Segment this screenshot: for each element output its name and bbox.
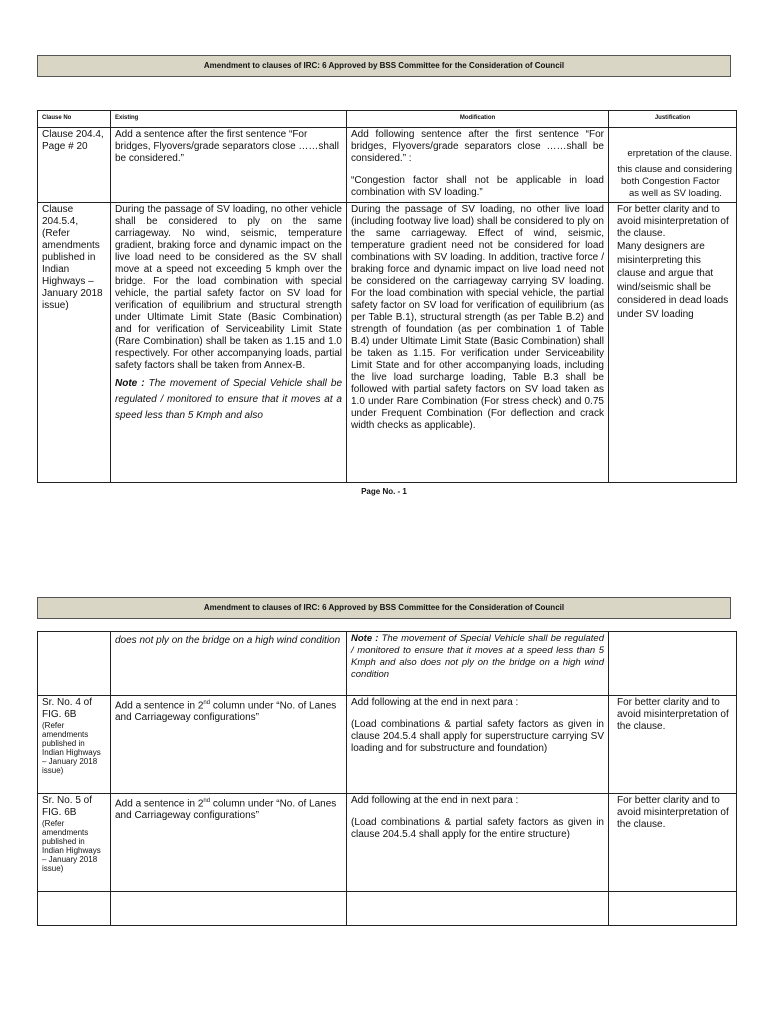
justification-cell	[609, 128, 737, 203]
justification-cell: For better clarity and to avoid misinterpretation of the clause.	[609, 794, 737, 892]
clause-cell	[38, 794, 111, 892]
note-para	[115, 376, 342, 424]
existing-text: Add a sentence in 2	[115, 798, 204, 810]
modification-para: Add following sentence after the first sentence “For bridges, Flyovers/grade separators close ……shall be considered.” :	[351, 129, 604, 164]
modification-cell	[347, 128, 609, 203]
existing-cell	[111, 794, 347, 892]
existing-cell	[111, 203, 347, 483]
col-header-clause: Clause No	[38, 111, 111, 128]
col-header-existing: Existing	[111, 111, 347, 128]
justification-para: For better clarity and to avoid misinterpretation of the clause.	[617, 204, 729, 239]
existing-text: column under “No. of Lanes and Carriageway configurations”	[115, 700, 337, 724]
justification-cell	[609, 892, 737, 926]
existing-text: Add a sentence in 2	[115, 700, 204, 712]
clause-cell	[38, 632, 111, 696]
clause-main: Sr. No. 5 of FIG. 6B	[42, 795, 93, 818]
note-label: Note :	[351, 633, 379, 644]
justification-line: erpretation of the clause.	[627, 148, 732, 159]
note-text: The movement of Special Vehicle shall be regulated / monitored to ensure that it moves at a speed less than 5 Kmph and also	[115, 378, 343, 421]
modification-para: Add following at the end in next para :	[351, 795, 519, 806]
table-row	[38, 203, 737, 483]
modification-cell	[347, 696, 609, 794]
existing-text: column under “No. of Lanes and Carriageway configurations”	[115, 798, 337, 822]
justification-cell	[609, 632, 737, 696]
amendment-table-page1	[37, 110, 737, 483]
modification-para: (Load combinations & partial safety factors as given in clause 204.5.4 shall apply for superstructure carrying SV loading and for substructure and foundation)	[351, 719, 604, 754]
justification-line: both Congestion Factor	[621, 176, 720, 187]
modification-cell	[347, 794, 609, 892]
modification-cell	[347, 632, 609, 696]
clause-note: (Refer amendments published in Indian Highways – January 2018 issue)	[42, 721, 101, 775]
note-label: Note :	[115, 378, 145, 389]
modification-cell: During the passage of SV loading, no other live load (including footway live load) shall be considered to ply on the same carriageway. Effect of wind, seismic, temperature gradient need not be considered for load combinations with SV loading. In addition, tractive force / braking force and dynamic impact on live load need not be considered on the carriageway carrying SV loading. For the load combination with special vehicle, the partial safety factor on SV load for verification of equilibrium (as per Table B.1), structural strength (as per Table B.2) and strength of foundation (as per combination 1 of Table B.4) under Ultimate Limit State (Basic Combination) shall be taken as 1.15. For verification under Serviceability Limit State and for other accompanying loads, including the live load surcharge loading, Table B.3 shall be followed with partial safety factors on SV load taken as 1.0 under Rare Combination (For stress check) and 0.75 under Frequent Combination (For deflection and crack width checks as applicable).	[347, 203, 609, 483]
clause-cell	[38, 892, 111, 926]
table-row	[38, 696, 737, 794]
note-text: The movement of Special Vehicle shall be regulated / monitored to ensure that it moves at a speed less than 5 Kmph and also does not ply on the bridge on a high wind condition	[351, 633, 604, 680]
existing-cell	[111, 892, 347, 926]
justification-line: as well as SV loading.	[629, 188, 722, 199]
existing-para: During the passage of SV loading, no other vehicle shall be considered to ply on the same carriageway. No wind, seismic, temperature gradient, braking force and dynamic impact on the live load need to be considered as the SV shall move at a speed not exceeding 5 kmph over the bridge. For the load combination with special vehicle, the partial safety factor on SV load for verification of equilibrium and structural strength under Ultimate Limit State (Basic Combination) and for verification of Serviceability Limit State (Rare Combination) shall be taken as 1.15 and 1.0 respectively. For other accompanying loads, partial safety factors shall be taken from Annex-B.	[115, 204, 342, 371]
superscript: nd	[203, 700, 211, 706]
clause-cell: Clause 204.4, Page # 20	[38, 128, 111, 203]
page2-header-banner	[37, 597, 731, 619]
clause-main: Sr. No. 4 of FIG. 6B	[42, 697, 93, 720]
justification-line: this clause and considering	[617, 164, 732, 175]
justification-cell: For better clarity and to avoid misinterpretation of the clause.	[609, 696, 737, 794]
superscript: nd	[203, 798, 211, 804]
table-row	[38, 128, 737, 203]
table-row	[38, 632, 737, 696]
existing-cell	[111, 696, 347, 794]
existing-cell: does not ply on the bridge on a high wind condition	[111, 632, 347, 696]
col-header-justification: Justification	[609, 111, 737, 128]
page2-header-title: Amendment to clauses of IRC: 6 Approved by BSS Committee for the Consideration of Council	[203, 603, 565, 612]
table-row	[38, 794, 737, 892]
modification-cell	[347, 892, 609, 926]
page1-header-banner	[37, 55, 731, 77]
page-number: Page No. - 1	[361, 487, 407, 496]
amendment-table-page2	[37, 631, 737, 926]
clause-note: (Refer amendments published in Indian Highways – January 2018 issue)	[42, 819, 101, 873]
justification-cell	[609, 203, 737, 483]
page1-header-title: Amendment to clauses of IRC: 6 Approved by BSS Committee for the Consideration of Council	[203, 61, 565, 70]
col-header-modification: Modification	[347, 111, 609, 128]
modification-para: Add following at the end in next para :	[351, 697, 519, 708]
existing-cell: Add a sentence after the first sentence “For bridges, Flyovers/grade separators close ……shall be considered.”	[111, 128, 347, 203]
table-header-row	[38, 111, 737, 128]
clause-cell	[38, 696, 111, 794]
clause-cell: Clause 204.5.4, (Refer amendments published in Indian Highways – January 2018 issue)	[38, 203, 111, 483]
justification-para: Many designers are misinterpreting this clause and argue that wind/seismic shall be considered in dead loads under SV loading	[617, 241, 729, 320]
modification-para: “Congestion factor shall not be applicable in load combination with SV loading.”	[351, 175, 604, 198]
table-row	[38, 892, 737, 926]
modification-para: (Load combinations & partial safety factors as given in clause 204.5.4 shall apply for the entire structure)	[351, 817, 604, 840]
